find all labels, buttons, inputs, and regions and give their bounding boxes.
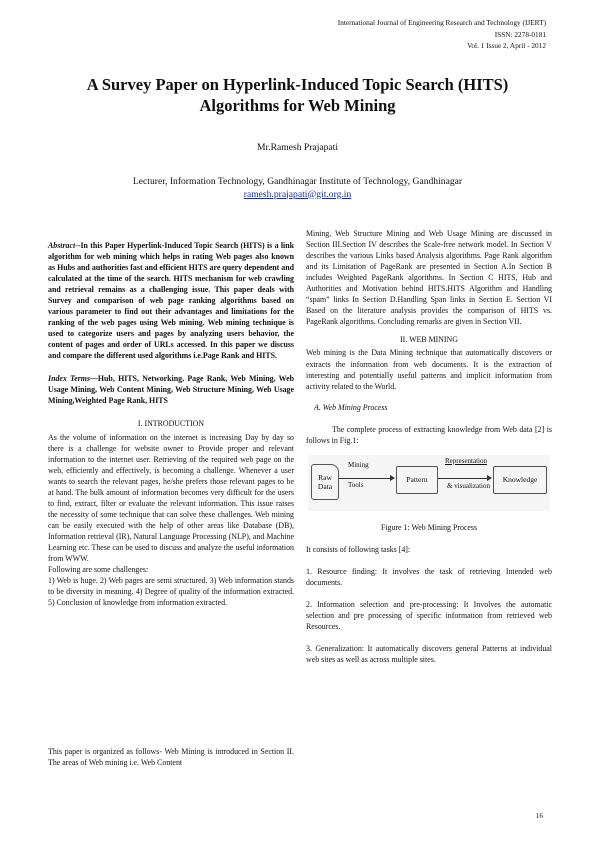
- abstract-text: --In this Paper Hyperlink-Induced Topic Search (HITS) is a link algorithm for web mining which helps in rating Web pages also known as Hubs and authorities fast and efficient HITS are query dependent and calculated at the time of the search. HITS mechanism for web crawling and retrieval remains as a challenging issue. This paper deals with Survey and comparison of web page ranking algorithms based on various parameter to find out their advantages and limitations for the ranking of the web pages using Web mining. Web mining technique is used to categorize users and pages by analyzing users behavior, the content of pages and order of URLs accessed. In this paper we discuss and compare the different used algorithms i.e.Page Rank and HITS.: [48, 241, 294, 361]
- author-name: Mr.Ramesh Prajapati: [257, 142, 338, 153]
- author-block: [0, 176, 595, 201]
- abstract: [48, 240, 294, 362]
- left-column-top: [48, 240, 294, 608]
- arrow-to-knowledge-icon: [438, 478, 488, 479]
- visualization-label: & visualization: [447, 481, 490, 490]
- figure-web-mining-process: [306, 455, 552, 518]
- tools-label: Tools: [348, 480, 364, 489]
- subsection-heading-web-mining-process: A. Web Mining Process: [314, 402, 388, 412]
- intro-paragraph-2: Following are some challenges:: [48, 565, 149, 575]
- index-terms: [48, 373, 294, 406]
- process-intro-paragraph: The complete process of extracting knowledge from Web data [2] is follows in Fig.1:: [306, 424, 552, 445]
- raw-data-box: Raw Data: [311, 464, 339, 500]
- title-line-1: A Survey Paper on Hyperlink-Induced Topic Search (HITS): [86, 75, 509, 94]
- task-information-selection: 2. Information selection and pre-processing: It Involves the automatic selection and pre processing of specific information from retrieved web Resources.: [306, 599, 552, 632]
- arrow-to-pattern-icon: [339, 478, 391, 479]
- index-terms-text: —Hub, HITS, Networking, Page Rank, Web Mining, Web Usage Mining, Web Content Mining, Web Structure Mining, Web Usage Mining,Weighted Page Rank, HITS: [48, 373, 294, 405]
- left-column-bottom: [48, 746, 294, 768]
- intro-paragraph-3: 1) Web is huge. 2) Web pages are semi structured. 3) Web information stands to be diversity in meaning. 4) Degree of quality of the information extracted. 5) Conclusion of knowledge from information extracted.: [48, 576, 294, 608]
- outline-paragraph: Mining, Web Structure Mining and Web Usage Mining are discussed in Section III.Section IV describes the Scale-free network model. In Section V describes the various Links based Analysis algorithms. Page Rank algorithm and its Limitation of PageRank are presented in Section A.In Section B includes Weighted PageRank algorithms. In Section C HITS, Hub and Authorities and Motivation behind HITS.HITS Algorithm and Handling “spam” links In Section D.Handling Span links in Section E. Section VI Based on the literature analysis provides the comparison of HITS vs. PageRank algorithms. Concluding remarks are given in Section VII.: [306, 229, 552, 327]
- volume-issue: Vol. 1 Issue 2, April - 2012: [467, 41, 546, 50]
- tasks-intro: It consists of following tasks [4]:: [306, 544, 411, 554]
- title-line-2: Algorithms for Web Mining: [199, 96, 396, 115]
- abstract-label: Abstract: [48, 241, 76, 250]
- email-link[interactable]: ramesh.prajapati@git.org.in: [243, 188, 352, 200]
- section-heading-introduction: I. INTRODUCTION: [137, 418, 205, 428]
- index-terms-label: Index Terms: [48, 373, 91, 383]
- task-resource-finding: 1. Resource finding: It involves the task of retrieving Intended web documents.: [306, 566, 552, 587]
- section-heading-web-mining: II. WEB MINING: [400, 335, 458, 345]
- pattern-box: Pattern: [396, 466, 438, 494]
- knowledge-box: Knowledge: [493, 466, 547, 494]
- page-number: 16: [535, 811, 543, 820]
- issn: ISSN: 2278-0181: [494, 29, 546, 39]
- figure-canvas: [308, 455, 550, 511]
- intro-paragraph-4: This paper is organized as follows- Web Mining is introduced in Section II. The areas of Web mining i.e. Web Content: [48, 747, 294, 768]
- figure-caption: Figure 1: Web Mining Process: [380, 522, 478, 532]
- right-column: [306, 228, 552, 665]
- representation-label: Representation: [445, 456, 487, 465]
- paper-title: [0, 74, 595, 116]
- intro-paragraph-1: As the volume of information on the internet is increasing Day by day so there is a challenge for website owner to Provide proper and relevant information to the internet user. Retrieving of the required web page on the web, efficiently and effectively, is becoming a challenge. Whenever a user wants to search the relevant pages, he/she prefers those relevant pages to be at hand. The bulk amount of information becomes very difficult for the users to find, extract, filter or evaluate the relevant information. This issue raises the necessity of some technique that can solve these challenges. Web mining can be easily executed with the help of other areas like Database (DB), Information retrieval (IR), Natural Language Processing (NLP), and Machine Learning etc. These can be used to discuss and analyze the useful information from WWW.: [48, 432, 294, 564]
- journal-name: International Journal of Engineering Research and Technology (IJERT): [337, 18, 546, 27]
- task-generalization: 3. Generalization: It automatically discovers general Patterns at individual web sites as well as across multiple sites.: [306, 644, 552, 665]
- mining-label: Mining: [348, 460, 369, 469]
- journal-header: [338, 17, 546, 52]
- affiliation: Lecturer, Information Technology, Gandhinagar Institute of Technology, Gandhinagar: [132, 176, 463, 187]
- web-mining-paragraph: Web mining is the Data Mining technique that automatically discovers or extracts the information from web documents. It is the extraction of interesting and potentially useful patterns and implicit information from activity related to the World.: [306, 348, 552, 391]
